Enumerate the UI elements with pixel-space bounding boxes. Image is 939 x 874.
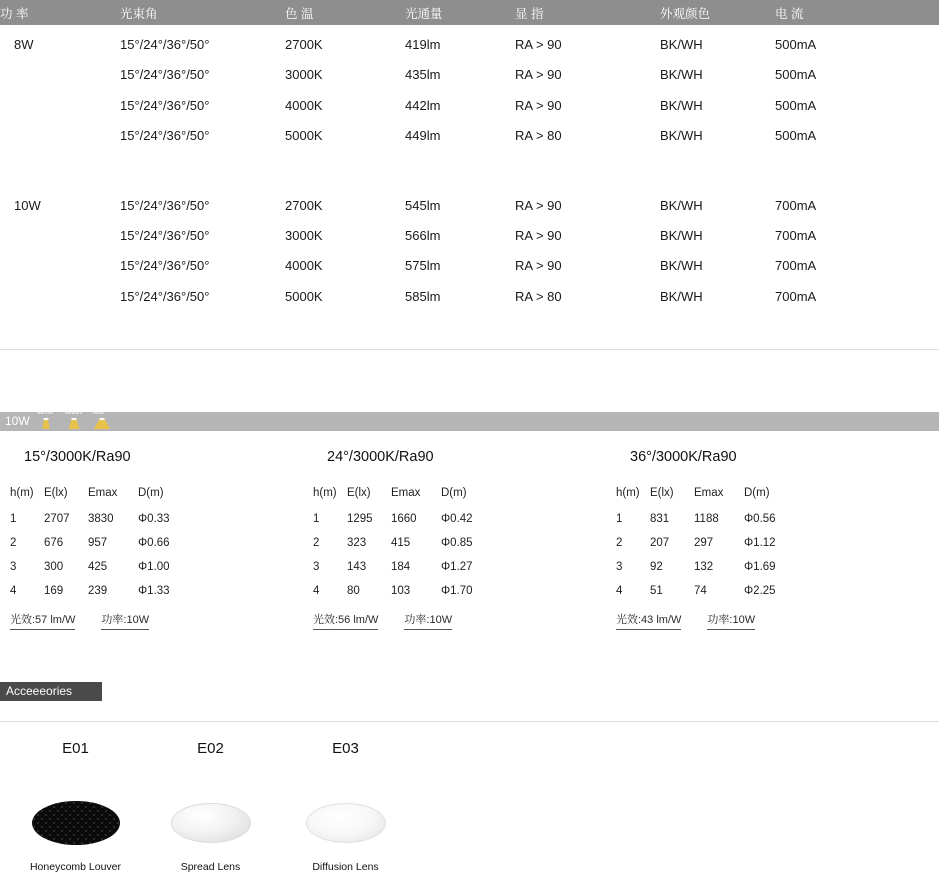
table-row (616, 537, 804, 561)
cell-emax: 415 (391, 537, 411, 550)
cell-current: 500mA (775, 37, 817, 52)
table-row (313, 561, 501, 585)
section-divider (0, 349, 939, 350)
cell-current: 700mA (775, 227, 817, 243)
col-emax: Emax (88, 487, 118, 500)
cell-emax: 425 (88, 561, 108, 574)
cell-cct: 4000K (285, 97, 323, 113)
cell-illuminance: 300 (44, 561, 64, 574)
cell-cri: RA > 90 (515, 37, 562, 52)
table-row (616, 513, 804, 537)
cell-cri: RA > 90 (515, 97, 562, 113)
cell-color: BK/WH (660, 37, 703, 52)
cell-illuminance: 143 (347, 561, 367, 574)
table-row (0, 226, 939, 256)
photometric-table (10, 487, 198, 609)
cell-color: BK/WH (660, 258, 703, 274)
col-illuminance: E(lx) (347, 487, 371, 500)
table-row (313, 537, 501, 561)
cell-color: BK/WH (660, 67, 703, 83)
table-row (10, 585, 198, 609)
photometric-title: 15°/3000K/Ra90 (24, 449, 131, 466)
table-row (10, 561, 198, 585)
table-row (0, 65, 939, 95)
col-emax: Emax (694, 487, 724, 500)
cell-cct: 5000K (285, 128, 323, 144)
accessory-name: Honeycomb Louver (29, 861, 122, 874)
cell-diameter: Φ1.27 (441, 561, 473, 574)
power-value: 功率:10W (404, 611, 452, 630)
photometric-table (616, 487, 804, 609)
photometric-table (313, 487, 501, 609)
col-diameter: D(m) (744, 487, 770, 500)
cell-color: BK/WH (660, 227, 703, 243)
cell-current: 700mA (775, 258, 817, 274)
efficacy-value: 光效:56 lm/W (313, 611, 378, 630)
cell-beam-angle: 15°/24°/36°/50° (120, 37, 210, 52)
cell-cri: RA > 80 (515, 288, 562, 304)
cell-height: 2 (616, 537, 623, 550)
accessory-name: Spread Lens (180, 861, 241, 874)
cell-illuminance: 831 (650, 513, 670, 526)
cell-height: 4 (313, 585, 320, 598)
cell-height: 2 (10, 537, 17, 550)
cell-power: 10W (14, 197, 41, 213)
cell-color: BK/WH (660, 197, 703, 213)
cell-cri: RA > 90 (515, 258, 562, 274)
efficacy-value: 光效:57 lm/W (10, 611, 75, 630)
column-header-finish-color: 外观颜色 (660, 6, 711, 21)
cell-beam-angle: 15°/24°/36°/50° (120, 258, 210, 274)
cell-diameter: Φ1.00 (138, 561, 170, 574)
beam-icon-group (36, 410, 112, 434)
medium-beam-icon: Medium (64, 410, 84, 434)
table-row (0, 256, 939, 286)
photometric-title: 24°/3000K/Ra90 (327, 449, 434, 466)
cell-height: 3 (10, 561, 17, 574)
column-header-beam-angle: 光束角 (120, 6, 158, 21)
cell-cri: RA > 90 (515, 197, 562, 213)
cell-illuminance: 2707 (44, 513, 70, 526)
col-illuminance: E(lx) (44, 487, 68, 500)
table-row (313, 513, 501, 537)
cell-diameter: Φ1.69 (744, 561, 776, 574)
cell-flux: 449lm (405, 128, 441, 144)
cell-emax: 184 (391, 561, 411, 574)
cell-beam-angle: 15°/24°/36°/50° (120, 227, 210, 243)
photometric-columns (0, 449, 939, 630)
table-row (0, 35, 939, 65)
accessories-divider (0, 721, 939, 722)
table-row (313, 585, 501, 609)
diffusion-lens-icon (278, 795, 413, 851)
accessories-section-label: Acceeeories (0, 682, 102, 701)
column-header-cri: 显 指 (515, 6, 544, 21)
col-height: h(m) (616, 487, 640, 500)
cell-cri: RA > 80 (515, 128, 562, 144)
cell-illuminance: 169 (44, 585, 64, 598)
cell-flux: 566lm (405, 227, 441, 243)
table-header-row (313, 487, 501, 513)
cell-flux: 442lm (405, 97, 441, 113)
cell-color: BK/WH (660, 128, 703, 144)
accessory-code: E01 (62, 740, 89, 758)
column-header-luminous-flux: 光通量 (405, 6, 443, 21)
photometric-column-15deg (0, 449, 303, 630)
photometric-footer (616, 611, 909, 630)
cell-emax: 74 (694, 585, 707, 598)
cell-height: 1 (10, 513, 17, 526)
cell-cct: 5000K (285, 288, 323, 304)
cell-current: 500mA (775, 128, 817, 144)
photometric-band-power: 10W (5, 414, 30, 429)
photometric-title: 36°/3000K/Ra90 (630, 449, 737, 466)
cell-emax: 239 (88, 585, 108, 598)
table-row (0, 126, 939, 156)
cell-color: BK/WH (660, 97, 703, 113)
cell-color: BK/WH (660, 288, 703, 304)
cell-flux: 575lm (405, 258, 441, 274)
cell-beam-angle: 15°/24°/36°/50° (120, 97, 210, 113)
table-header-row (10, 487, 198, 513)
cell-height: 1 (616, 513, 623, 526)
cell-diameter: Φ0.42 (441, 513, 473, 526)
cell-power: 8W (14, 37, 34, 52)
accessory-item-e01[interactable] (8, 740, 143, 874)
accessory-name: Diffusion Lens (312, 861, 379, 874)
accessory-code: E03 (332, 740, 359, 758)
table-group-separator (0, 157, 939, 196)
col-illuminance: E(lx) (650, 487, 674, 500)
cell-illuminance: 1295 (347, 513, 373, 526)
table-row (10, 537, 198, 561)
cell-current: 500mA (775, 67, 817, 83)
cell-diameter: Φ1.70 (441, 585, 473, 598)
cell-height: 2 (313, 537, 320, 550)
spec-table (0, 0, 939, 350)
cell-cri: RA > 90 (515, 67, 562, 83)
col-diameter: D(m) (441, 487, 467, 500)
column-header-power: 功 率 (0, 6, 29, 21)
cell-beam-angle: 15°/24°/36°/50° (120, 288, 210, 304)
power-value: 功率:10W (101, 611, 149, 630)
cell-diameter: Φ1.12 (744, 537, 776, 550)
cell-illuminance: 207 (650, 537, 670, 550)
cell-current: 700mA (775, 288, 817, 304)
accessory-item-e03[interactable] (278, 740, 413, 874)
spread-lens-icon (143, 795, 278, 851)
cell-cct: 4000K (285, 258, 323, 274)
col-diameter: D(m) (138, 487, 164, 500)
cell-flux: 585lm (405, 288, 441, 304)
table-row (0, 287, 939, 317)
narrow-beam-icon: Narrow (36, 410, 56, 434)
spec-table-header-row (0, 0, 939, 25)
accessory-code: E02 (197, 740, 224, 758)
cell-emax: 103 (391, 585, 411, 598)
photometric-band (0, 409, 939, 431)
table-row (10, 513, 198, 537)
cell-height: 4 (616, 585, 623, 598)
cell-emax: 1660 (391, 513, 417, 526)
photometric-column-24deg (303, 449, 606, 630)
table-row (0, 196, 939, 226)
efficacy-value: 光效:43 lm/W (616, 611, 681, 630)
column-header-current: 电 流 (775, 6, 804, 21)
cell-current: 500mA (775, 97, 817, 113)
col-emax: Emax (391, 487, 421, 500)
cell-diameter: Φ0.66 (138, 537, 170, 550)
cell-diameter: Φ0.85 (441, 537, 473, 550)
cell-cct: 2700K (285, 37, 323, 52)
table-header-row (616, 487, 804, 513)
cell-height: 3 (616, 561, 623, 574)
cell-cct: 2700K (285, 197, 323, 213)
cell-flux: 419lm (405, 37, 441, 52)
cell-flux: 545lm (405, 197, 441, 213)
cell-height: 1 (313, 513, 320, 526)
cell-emax: 1188 (694, 513, 719, 526)
cell-cri: RA > 90 (515, 227, 562, 243)
table-row (0, 96, 939, 126)
power-value: 功率:10W (707, 611, 755, 630)
column-header-cct: 色 温 (285, 6, 314, 21)
cell-emax: 957 (88, 537, 108, 550)
honeycomb-louver-icon (8, 795, 143, 851)
cell-emax: 3830 (88, 513, 114, 526)
spec-table-body (0, 25, 939, 317)
cell-beam-angle: 15°/24°/36°/50° (120, 128, 210, 144)
wide-beam-icon: Wide (92, 410, 112, 434)
cell-diameter: Φ1.33 (138, 585, 170, 598)
cell-height: 4 (10, 585, 17, 598)
accessories-list (0, 740, 939, 874)
photometric-footer (313, 611, 606, 630)
cell-emax: 132 (694, 561, 714, 574)
cell-diameter: Φ2.25 (744, 585, 776, 598)
table-row (616, 561, 804, 585)
cell-diameter: Φ0.56 (744, 513, 776, 526)
col-height: h(m) (10, 487, 34, 500)
cell-height: 3 (313, 561, 320, 574)
cell-current: 700mA (775, 197, 817, 213)
col-height: h(m) (313, 487, 337, 500)
cell-beam-angle: 15°/24°/36°/50° (120, 197, 210, 213)
cell-diameter: Φ0.33 (138, 513, 170, 526)
cell-illuminance: 80 (347, 585, 360, 598)
cell-cct: 3000K (285, 67, 323, 83)
photometric-column-36deg (606, 449, 909, 630)
cell-illuminance: 51 (650, 585, 663, 598)
cell-illuminance: 676 (44, 537, 64, 550)
cell-cct: 3000K (285, 227, 323, 243)
cell-illuminance: 92 (650, 561, 663, 574)
cell-illuminance: 323 (347, 537, 367, 550)
cell-beam-angle: 15°/24°/36°/50° (120, 67, 210, 83)
cell-flux: 435lm (405, 67, 441, 83)
cell-emax: 297 (694, 537, 714, 550)
table-row (616, 585, 804, 609)
accessory-item-e02[interactable] (143, 740, 278, 874)
photometric-footer (10, 611, 303, 630)
